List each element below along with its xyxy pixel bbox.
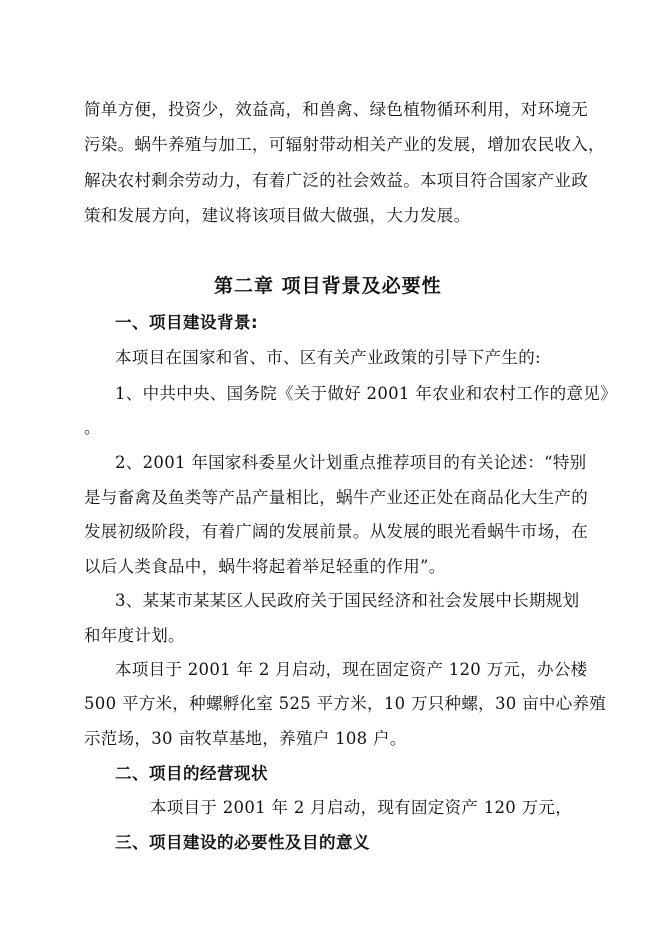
item-1-line-1: 1、中共中央、国务院《关于做好 2001 年农业和农村工作的意见》 — [115, 384, 617, 403]
section-1-intro-line: 本项目在国家和省、市、区有关产业政策的引导下产生的: — [115, 348, 541, 367]
intro-line-4: 策和发展方向，建议将该项目做大做强，大力发展。 — [84, 206, 471, 225]
chapter-title: 第二章 项目背景及必要性 — [214, 275, 442, 297]
item-3-line-1: 3、某某市某某区人民政府关于国民经济和社会发展中长期规划 — [115, 591, 580, 610]
item-1-line-2: 。 — [84, 418, 101, 437]
project-line-2: 500 平方米，种螺孵化室 525 平方米，10 万只种螺，30 亩中心养殖 — [84, 694, 607, 713]
project-line-3: 示范场，30 亩牧草基地，养殖户 108 户。 — [84, 729, 407, 748]
project-line-1: 本项目于 2001 年 2 月启动，现在固定资产 120 万元，办公楼 — [115, 660, 588, 679]
item-2-line-2: 是与畜禽及鱼类等产品产量相比，蜗牛产业还正处在商品化大生产的 — [84, 488, 588, 507]
item-2-line-4: 以后人类食品中，蜗牛将起着举足轻重的作用”。 — [84, 557, 446, 576]
section-2-heading: 二、项目的经营现状 — [115, 764, 268, 783]
section-3-heading: 三、项目建设的必要性及目的意义 — [115, 833, 370, 852]
section-2-line: 本项目于 2001 年 2 月启动，现有固定资产 120 万元， — [150, 798, 573, 817]
section-1-heading: 一、项目建设背景: — [115, 313, 259, 332]
intro-line-3: 解决农村剩余劳动力，有着广泛的社会效益。本项目符合国家产业政 — [84, 171, 588, 190]
intro-line-2: 污染。蜗牛养殖与加工，可辐射带动相关产业的发展，增加农民收入， — [84, 135, 605, 154]
item-3-line-2: 和年度计划。 — [84, 626, 185, 645]
item-2-line-1: 2、2001 年国家科委星火计划重点推荐项目的有关论述：“特别 — [115, 453, 587, 472]
item-2-line-3: 发展初级阶段，有着广阔的发展前景。从发展的眼光看蜗牛市场，在 — [84, 522, 588, 541]
intro-line-1: 简单方便，投资少，效益高，和兽禽、绿色植物循环利用，对环境无 — [84, 100, 588, 119]
